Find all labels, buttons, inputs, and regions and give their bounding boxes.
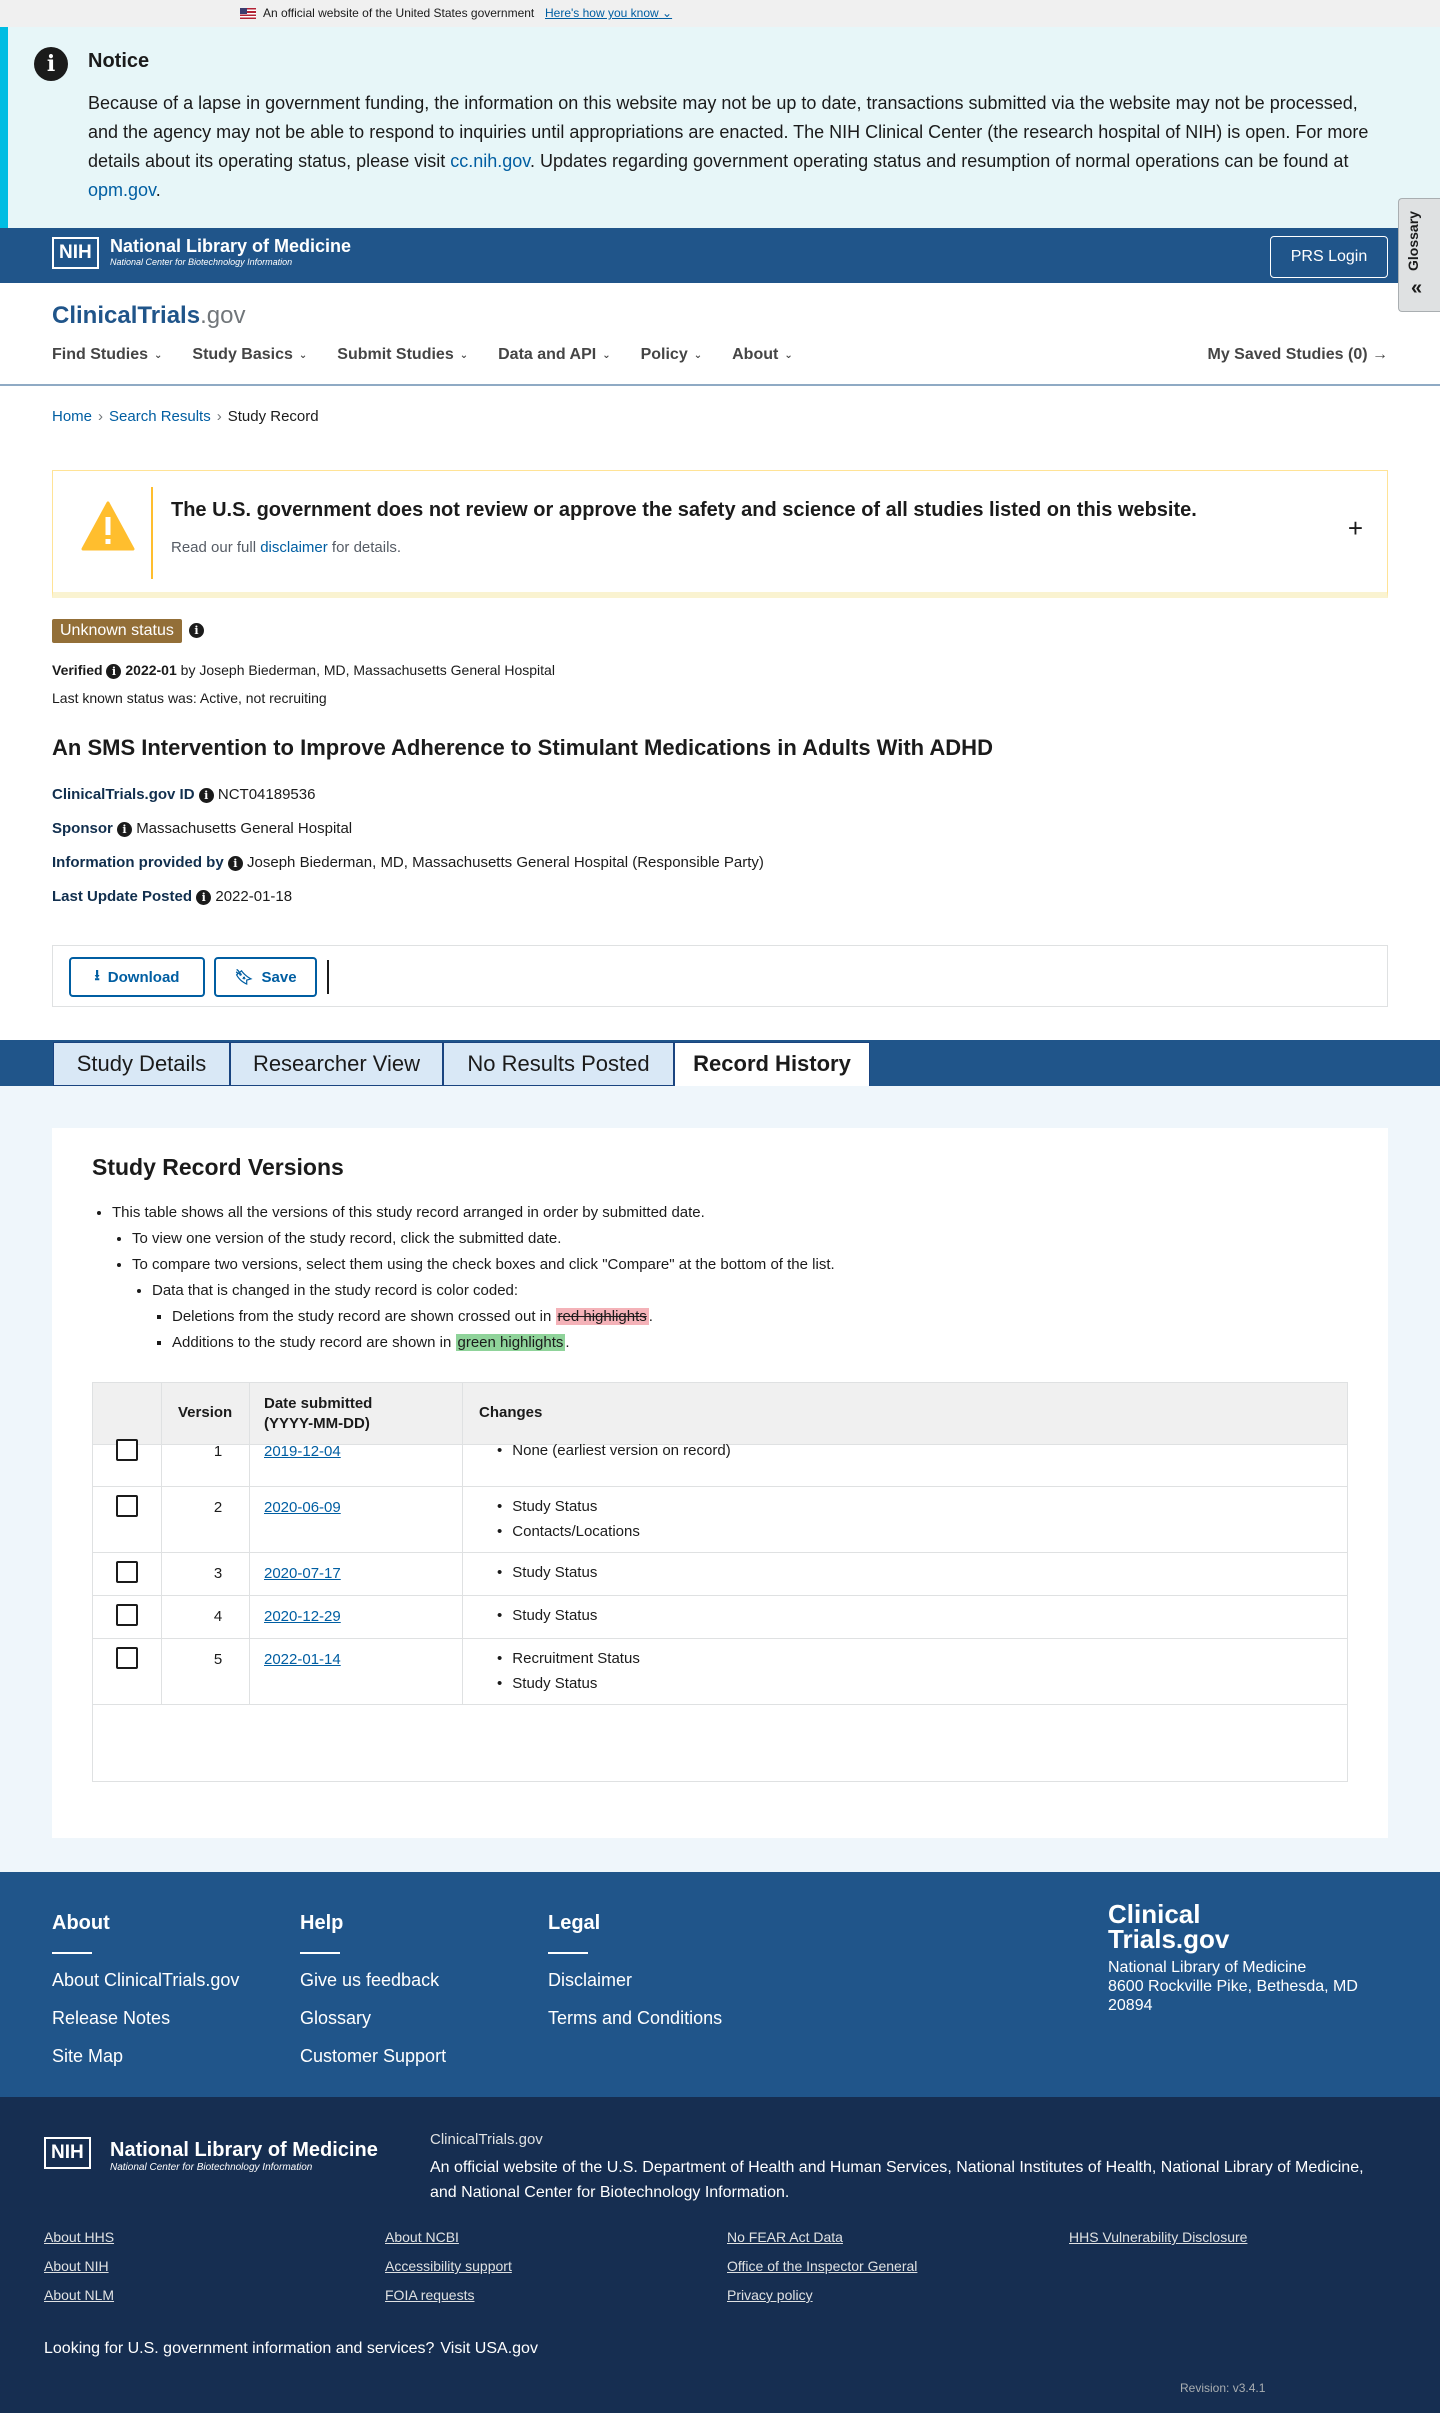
visit-usa-gov-link[interactable]: Visit USA.gov	[440, 2340, 538, 2357]
change-item: • Study Status	[497, 1494, 640, 1519]
download-button[interactable]: ⭳ Download	[69, 957, 205, 997]
footer-gov-link[interactable]: About NCBI	[385, 2229, 459, 2245]
version-date-link[interactable]: 2020-06-09	[264, 1499, 341, 1516]
tab-no-results-posted[interactable]: No Results Posted	[443, 1042, 674, 1086]
clinicaltrials-logo[interactable]: ClinicalTrials.gov	[52, 302, 246, 329]
footer-ct-logo[interactable]: Clinical Trials.gov	[1108, 1899, 1230, 1954]
chevron-down-icon: ⌄	[693, 349, 703, 361]
footer-link[interactable]: Customer Support	[300, 2046, 447, 2066]
site-footer	[0, 1872, 1440, 2097]
info-icon[interactable]: i	[117, 822, 132, 837]
footer-address: National Library of Medicine 8600 Rockville Pike, Bethesda, MD 20894	[1108, 1959, 1358, 2014]
main-nav	[52, 346, 823, 364]
footer-link[interactable]: Disclaimer	[548, 1970, 633, 1990]
change-item: • Contacts/Locations	[497, 1519, 640, 1544]
versions-heading: Study Record Versions	[92, 1154, 344, 1180]
tab-study-details[interactable]: Study Details	[53, 1042, 230, 1086]
ncbi-link[interactable]: National Center for Biotechnology Information	[461, 2184, 785, 2201]
footer-legal-heading: Legal	[548, 1912, 601, 1934]
instruction-item: • To view one version of the study record, click the submitted date.	[132, 1226, 835, 1252]
notice-title: Notice	[88, 50, 150, 72]
chevron-right-icon: ›	[216, 408, 222, 425]
chevron-double-left-icon: «	[1411, 277, 1423, 299]
instruction-item: • To compare two versions, select them using the check boxes and click "Compare" at the bottom of the list.	[132, 1252, 835, 1278]
info-provided-row: Information provided by i Joseph Biederman, MD, Massachusetts General Hospital (Responsible Party)	[52, 854, 764, 871]
study-record-versions-card	[52, 1128, 1388, 1838]
status-badge: Unknown status	[52, 619, 182, 643]
footer-link[interactable]: Give us feedback	[300, 1970, 440, 1990]
table-row	[93, 1487, 1347, 1553]
study-title: An SMS Intervention to Improve Adherence to Stimulant Medications in Adults With ADHD	[52, 735, 993, 760]
col-changes: Changes	[479, 1404, 543, 1421]
nav-item-policy[interactable]: Policy ⌄	[640, 346, 703, 363]
last-update-row: Last Update Posted i 2022-01-18	[52, 888, 293, 905]
glossary-toggle[interactable]	[1398, 198, 1440, 312]
action-bar	[52, 945, 1388, 1007]
version-number: 4	[213, 1608, 223, 1625]
change-item: • Study Status	[497, 1603, 597, 1628]
change-item: • Recruitment Status	[497, 1646, 640, 1671]
change-item: • Study Status	[497, 1560, 597, 1585]
arrow-right-icon: →	[1372, 346, 1388, 363]
color-legend-list	[172, 1304, 653, 1356]
changes-cell	[497, 1560, 597, 1585]
nlm-header	[0, 228, 1440, 283]
footer-gov-link[interactable]: Privacy policy	[727, 2287, 813, 2303]
nav-item-about[interactable]: About ⌄	[732, 346, 793, 363]
disclaimer-alert	[52, 470, 1388, 598]
info-icon[interactable]: i	[228, 856, 243, 871]
bookmark-icon: 🔖︎	[234, 969, 254, 986]
tab-researcher-view[interactable]: Researcher View	[230, 1042, 443, 1086]
usa-gov-line: Looking for U.S. government information and services? Visit USA.gov	[44, 2340, 538, 2357]
verified-line: Verified i 2022-01 by Joseph Biederman, MD, Massachusetts General Hospital	[52, 662, 555, 678]
nav-item-find-studies[interactable]: Find Studies ⌄	[52, 346, 163, 363]
nav-item-study-basics[interactable]: Study Basics ⌄	[192, 346, 308, 363]
nlm-link[interactable]: National Library of Medicine	[1160, 2159, 1360, 2176]
version-number: 3	[213, 1565, 223, 1582]
table-row	[93, 1553, 1347, 1596]
footer-help-heading: Help	[300, 1912, 344, 1934]
nih-logo[interactable]: NIH	[52, 237, 99, 269]
glossary-label: Glossary	[1405, 211, 1421, 272]
changes-cell	[497, 1494, 640, 1544]
footer-gov-link[interactable]: FOIA requests	[385, 2287, 475, 2303]
download-icon: ⭳	[94, 966, 100, 984]
heres-how-you-know-link[interactable]: Here's how you know ⌄	[545, 6, 673, 20]
disclaimer-divider	[151, 487, 153, 579]
nav-item-data-and-api[interactable]: Data and API ⌄	[498, 346, 611, 363]
my-saved-studies-link[interactable]: My Saved Studies (0) →	[1207, 346, 1388, 363]
cc-nih-link[interactable]: cc.nih.gov	[450, 151, 530, 171]
breadcrumb	[52, 408, 319, 425]
info-icon[interactable]: i	[189, 623, 204, 638]
instruction-item: • This table shows all the versions of this study record arranged in order by submitted date.	[112, 1200, 705, 1226]
table-row	[93, 1639, 1347, 1705]
version-checkbox[interactable]	[116, 1604, 138, 1626]
nav-item-submit-studies[interactable]: Submit Studies ⌄	[337, 346, 469, 363]
table-header	[93, 1383, 1347, 1445]
info-icon[interactable]: i	[199, 788, 214, 803]
revision-text: Revision: v3.4.1	[1180, 2381, 1266, 2395]
nih-logo[interactable]: NIH	[44, 2137, 91, 2169]
footer-link[interactable]: Terms and Conditions	[548, 2008, 723, 2028]
notice-banner	[0, 27, 1440, 228]
opm-link[interactable]: opm.gov	[88, 180, 156, 200]
col-version: Version	[178, 1404, 233, 1421]
instructions-sublist-2	[152, 1278, 518, 1304]
gov-banner	[0, 0, 1440, 27]
additions-legend: ▪ Additions to the study record are shown in green highlights .	[172, 1330, 653, 1356]
footer-underline	[300, 1952, 340, 1954]
hhs-link[interactable]: U.S. Department of Health and Human Services	[606, 2159, 948, 2176]
chevron-down-icon: ⌄	[298, 349, 308, 361]
red-highlight-sample: red highlights	[557, 1308, 647, 1325]
tab-record-history[interactable]: Record History	[674, 1042, 870, 1087]
sponsor-row: Sponsor i Massachusetts General Hospital	[52, 820, 353, 837]
version-date-link[interactable]: 2022-01-14	[264, 1651, 341, 1668]
prs-login-button[interactable]: PRS Login	[1270, 236, 1388, 278]
version-date-link[interactable]: 2019-12-04	[264, 1443, 341, 1460]
change-item: • Study Status	[497, 1671, 640, 1696]
chevron-right-icon: ›	[98, 408, 104, 425]
chevron-down-icon: ⌄	[784, 349, 793, 361]
table-row	[93, 1596, 1347, 1639]
disclaimer-text: Read our full disclaimer for details.	[171, 539, 402, 556]
footer-underline	[52, 1952, 92, 1954]
nlm-title[interactable]: National Library of Medicine National Center for Biotechnology Information	[110, 236, 352, 267]
version-checkbox[interactable]	[116, 1439, 138, 1461]
col-date: Date submitted (YYYY-MM-DD)	[264, 1395, 373, 1432]
footer-link[interactable]: Site Map	[52, 2046, 124, 2066]
instructions-sublist	[132, 1226, 835, 1278]
instructions-list	[112, 1200, 705, 1226]
footer-gov-link[interactable]: About NLM	[44, 2287, 115, 2303]
text-cursor	[327, 960, 329, 994]
gov-footer	[0, 2097, 1440, 2413]
us-flag-icon	[240, 8, 256, 19]
footer-link[interactable]: Release Notes	[52, 2008, 171, 2028]
version-number: 5	[213, 1651, 223, 1668]
instruction-item: • Data that is changed in the study record is color coded:	[152, 1278, 518, 1304]
save-button[interactable]: 🔖︎ Save	[214, 957, 317, 997]
info-icon[interactable]: i	[196, 890, 211, 905]
disclaimer-title: The U.S. government does not review or approve the safety and science of all studies listed on this website.	[171, 499, 1197, 521]
change-item: • None (earliest version on record)	[497, 1438, 731, 1463]
chevron-down-icon: ⌄	[662, 6, 673, 20]
footer-gov-link[interactable]: HHS Vulnerability Disclosure	[1069, 2229, 1248, 2245]
notice-body: Because of a lapse in government funding, the information on this website may not be up to date, transactions submitted via the website may not be processed, and the agency may not be able to respond to inquiries until appropriations are enacted. The NIH Clinical Center (the research hospital of NIH) is open. For more details about its operating status, please visit cc.nih.gov. Updates regarding government operating status and resumption of normal operations can be found at opm.gov.	[88, 93, 1369, 200]
footer-gov-link[interactable]: Office of the Inspector General	[727, 2258, 918, 2274]
table-row	[93, 1442, 1347, 1487]
last-known-status: Last known status was: Active, not recruiting	[52, 690, 327, 706]
info-icon[interactable]: i	[106, 664, 121, 679]
version-number: 2	[213, 1499, 223, 1516]
green-highlight-sample: green highlights	[457, 1334, 564, 1351]
footer-link[interactable]: About ClinicalTrials.gov	[52, 1970, 240, 1990]
version-date-link[interactable]: 2020-07-17	[264, 1565, 341, 1582]
info-icon: i	[34, 47, 68, 81]
breadcrumb-home[interactable]: Home	[52, 408, 93, 425]
breadcrumb-search-results[interactable]: Search Results	[109, 408, 211, 425]
expand-plus-icon[interactable]: +	[1347, 513, 1363, 543]
footer-about-heading: About	[52, 1912, 110, 1934]
changes-cell	[497, 1438, 731, 1463]
study-id-row: ClinicalTrials.gov ID i NCT04189536	[52, 786, 316, 803]
version-checkbox[interactable]	[116, 1647, 138, 1669]
footer-gov-link[interactable]: About NIH	[44, 2258, 109, 2274]
official-website-text: An official website of the U.S. Department of Health and Human Services, National Institutes of Health, National Library of Medicine, and National Center for Biotechnology Information.	[430, 2159, 1364, 2201]
changes-cell	[497, 1646, 640, 1696]
version-number: 1	[213, 1443, 223, 1460]
nih-link[interactable]: National Institutes of Health	[956, 2159, 1152, 2176]
footer-gov-link[interactable]: No FEAR Act Data	[727, 2229, 843, 2245]
warning-icon	[81, 501, 135, 551]
breadcrumb-current: Study Record	[227, 408, 319, 425]
footer-underline	[548, 1952, 588, 1954]
footer-site-name: ClinicalTrials.gov	[430, 2131, 543, 2148]
header-divider	[0, 384, 1440, 386]
chevron-down-icon: ⌄	[602, 349, 611, 361]
footer-gov-link[interactable]: About HHS	[44, 2229, 115, 2245]
nlm-title[interactable]: National Library of Medicine National Center for Biotechnology Information	[110, 2139, 378, 2173]
versions-table	[92, 1382, 1348, 1782]
version-checkbox[interactable]	[116, 1495, 138, 1517]
footer-gov-link[interactable]: Accessibility support	[385, 2258, 512, 2274]
version-checkbox[interactable]	[116, 1561, 138, 1583]
version-date-link[interactable]: 2020-12-29	[264, 1608, 341, 1625]
chevron-down-icon: ⌄	[154, 349, 163, 361]
chevron-down-icon: ⌄	[459, 349, 469, 361]
footer-link[interactable]: Glossary	[300, 2008, 372, 2028]
deletions-legend: ▪ Deletions from the study record are shown crossed out in red highlights .	[172, 1304, 653, 1330]
gov-banner-text: An official website of the United States government	[263, 6, 535, 20]
disclaimer-link[interactable]: disclaimer	[260, 539, 328, 556]
changes-cell	[497, 1603, 597, 1628]
